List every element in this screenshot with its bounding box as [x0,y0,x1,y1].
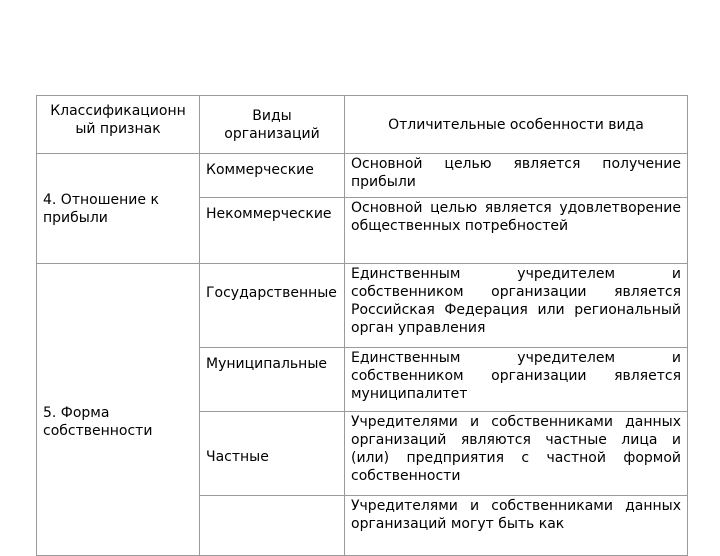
type-cell [200,198,345,264]
header-criterion-text: Классификационный признак [50,103,186,137]
table-row [37,264,688,348]
header-types [200,96,345,154]
criterion-ownership: 5. Форма собственности [43,405,153,439]
feature-private: Учредителями и собственниками данных организаций являются частные лица и (или) предприятия с частной формой собственности [351,414,681,484]
feature-cell [345,154,688,198]
criterion-cell [37,264,200,556]
feature-state: Единственным учредителем и собственником организации является Российская Федерация или региональный орган управления [351,266,681,336]
type-cell [200,348,345,412]
feature-municipal: Единственным учредителем и собственником организации является муниципалитет [351,350,681,402]
type-cell [200,412,345,496]
feature-cell [345,264,688,348]
type-noncommercial: Некоммерческие [206,206,332,222]
header-types-text: Виды организаций [224,107,320,142]
type-private: Частные [206,449,269,465]
type-cell [200,496,345,556]
type-cell [200,154,345,198]
type-cell [200,264,345,348]
type-municipal: Муниципальные [206,356,327,372]
feature-cell [345,496,688,556]
feature-cell [345,198,688,264]
header-criterion [37,96,200,154]
feature-mixed: Учредителями и собственниками данных организаций могут быть как [351,498,681,532]
header-features [345,96,688,154]
type-commercial: Коммерческие [206,162,314,178]
table-row [37,154,688,198]
feature-cell [345,348,688,412]
criterion-profit: 4. Отношение к прибыли [43,191,159,226]
feature-commercial: Основной целью является получение прибыли [351,156,681,190]
classification-table [36,95,688,556]
header-row [37,96,688,154]
header-features-text: Отличительные особенности вида [388,116,644,133]
feature-cell [345,412,688,496]
feature-noncommercial: Основной целью является удовлетворение общественных потребностей [351,200,681,234]
type-state: Государственные [206,285,337,301]
criterion-cell [37,154,200,264]
